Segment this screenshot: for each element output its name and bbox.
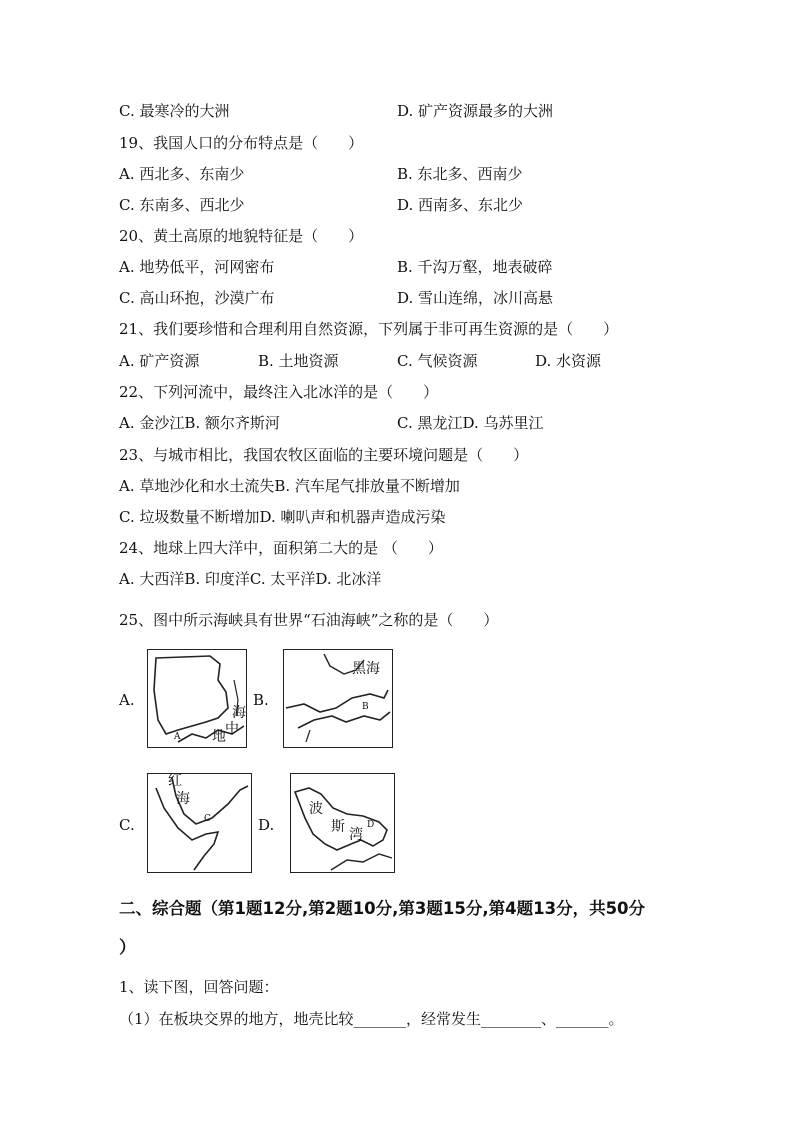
q22-options-cd: C. 黑龙江D. 乌苏里江 bbox=[397, 414, 544, 432]
q21-stem: 21、我们要珍惜和合理利用自然资源，下列属于非可再生资源的是（ ） bbox=[119, 320, 619, 338]
map-c-bab-el-mandeb bbox=[147, 773, 252, 873]
map-d-label-3: 湾 bbox=[349, 827, 363, 843]
q20-option-d: D. 雪山连绵，冰川高悬 bbox=[397, 289, 554, 307]
map-d-hormuz bbox=[290, 773, 395, 873]
section2-title-end: ） bbox=[119, 938, 136, 958]
map-d-label-2: 斯 bbox=[331, 819, 345, 835]
q18-option-c: C. 最寒冷的大洲 bbox=[119, 102, 230, 120]
map-b-point: B bbox=[362, 702, 369, 712]
q20-option-c: C. 高山环抱，沙漠广布 bbox=[119, 289, 275, 307]
q20-option-a: A. 地势低平，河网密布 bbox=[119, 258, 275, 276]
q21-option-b: B. 土地资源 bbox=[258, 352, 339, 370]
q25-label-b: B. bbox=[253, 691, 269, 709]
q20-stem: 20、黄土高原的地貌特征是（ ） bbox=[119, 227, 364, 245]
q23-options-ab: A. 草地沙化和水土流失B. 汽车尾气排放量不断增加 bbox=[119, 477, 460, 495]
section2-title: 二、综合题（第1题12分,第2题10分,第3题15分,第4题13分，共50分 bbox=[119, 899, 646, 918]
map-a-label-1: 海 bbox=[232, 705, 246, 721]
map-c-label-2: 海 bbox=[176, 791, 190, 807]
s2-q1-stem: 1、读下图，回答问题： bbox=[119, 978, 279, 996]
q20-option-b: B. 千沟万壑，地表破碎 bbox=[397, 258, 553, 276]
q25-label-d: D. bbox=[258, 816, 275, 834]
q22-options-ab: A. 金沙江B. 额尔齐斯河 bbox=[119, 414, 280, 432]
q19-option-c: C. 东南多、西北少 bbox=[119, 196, 245, 214]
q25-stem: 25、图中所示海峡具有世界“石油海峡”之称的是（ ） bbox=[119, 611, 499, 629]
q21-option-a: A. 矿产资源 bbox=[119, 352, 200, 370]
map-c-coastline bbox=[148, 774, 250, 871]
q24-options: A. 大西洋B. 印度洋C. 太平洋D. 北冰洋 bbox=[119, 570, 382, 588]
q18-option-d: D. 矿产资源最多的大洲 bbox=[397, 102, 554, 120]
map-d-point: D bbox=[367, 820, 375, 830]
map-c-label-1: 红 bbox=[168, 773, 182, 789]
q19-stem: 19、我国人口的分布特点是（ ） bbox=[119, 134, 364, 152]
map-a-point: A bbox=[174, 732, 181, 742]
map-b-label-1: 黑海 bbox=[352, 661, 380, 677]
map-a-label-3: 地 bbox=[212, 729, 226, 745]
map-b-bosporus bbox=[283, 649, 393, 748]
map-d-label-1: 波 bbox=[309, 801, 323, 817]
map-a-mediterranean bbox=[147, 649, 247, 748]
map-a-label-2: 中 bbox=[225, 721, 239, 737]
q23-options-cd: C. 垃圾数量不断增加D. 喇叭声和机器声造成污染 bbox=[119, 508, 446, 526]
q19-option-d: D. 西南多、东北少 bbox=[397, 196, 524, 214]
q21-option-d: D. 水资源 bbox=[535, 352, 602, 370]
q22-stem: 22、下列河流中，最终注入北冰洋的是（ ） bbox=[119, 383, 439, 401]
q24-stem: 24、地球上四大洋中，面积第二大的是 （ ） bbox=[119, 539, 443, 557]
q21-option-c: C. 气候资源 bbox=[397, 352, 478, 370]
s2-q1-sub1: （1）在板块交界的地方，地壳比较_______，经常发生________、_______。 bbox=[119, 1010, 624, 1028]
q25-label-a: A. bbox=[119, 691, 135, 709]
q25-label-c: C. bbox=[119, 816, 135, 834]
map-c-point: C bbox=[204, 814, 211, 824]
q19-option-b: B. 东北多、西南少 bbox=[397, 165, 523, 183]
q23-stem: 23、与城市相比，我国农牧区面临的主要环境问题是（ ） bbox=[119, 446, 529, 464]
q19-option-a: A. 西北多、东南少 bbox=[119, 165, 245, 183]
